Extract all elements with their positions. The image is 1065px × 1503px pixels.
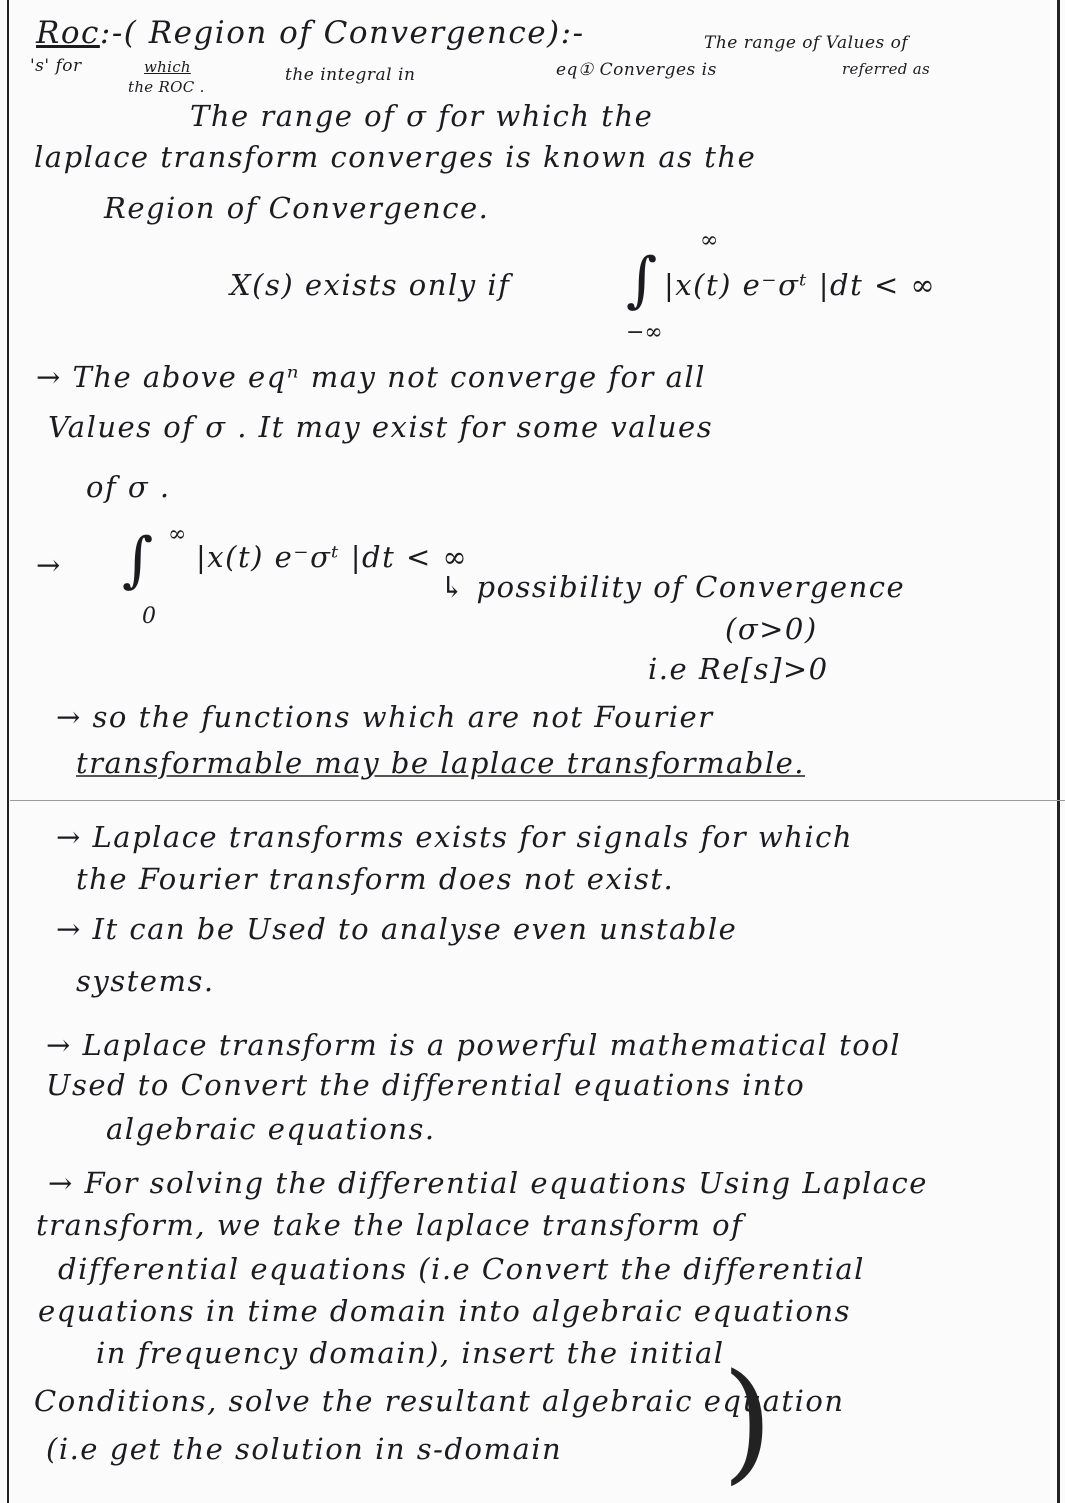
note1-line-2: Values of σ . It may exist for some values	[48, 410, 714, 444]
definition-part1: The range of Values of	[704, 33, 909, 53]
point-line-13: Conditions, solve the resultant algebraic equation	[34, 1384, 845, 1418]
integral-1-upper-limit: ∞	[700, 228, 719, 253]
point-line-4: systems.	[76, 964, 215, 998]
left-margin-line	[7, 0, 9, 1503]
the-roc-note: the ROC .	[128, 78, 205, 96]
point-line-10: differential equations (i.e Convert the differential	[58, 1252, 865, 1286]
integral-1-integrand: |x(t) e⁻σᵗ |dt < ∞	[664, 268, 937, 302]
roc-title: :-( Region of Convergence):-	[99, 15, 585, 51]
point-line-11: equations in time domain into algebraic equations	[38, 1294, 851, 1328]
note2-line-2: transformable may be laplace transformable.	[76, 746, 806, 780]
closing-parenthesis: )	[722, 1345, 773, 1497]
existence-text: X(s) exists only if	[230, 268, 511, 302]
possibility-of-convergence: ↳ possibility of Convergence	[440, 570, 906, 604]
note2-line-1: → so the functions which are not Fourier	[56, 700, 714, 734]
point-line-12: in frequency domain), insert the initial	[96, 1336, 725, 1370]
definition-line-2: laplace transform converges is known as the	[34, 140, 757, 174]
definition-line-1: The range of σ for which the	[190, 99, 654, 133]
point-line-7: algebraic equations.	[106, 1112, 436, 1146]
equation-note: eq① Converges is	[556, 60, 717, 80]
roc-abbrev: Roc	[36, 15, 100, 51]
point-line-6: Used to Convert the differential equations into	[46, 1068, 806, 1102]
integral-symbol-1: ∫	[626, 245, 658, 315]
definition-part1-tail: 's' for	[30, 56, 82, 76]
right-margin-line	[1057, 0, 1060, 1503]
integral-2-arrow: →	[36, 548, 62, 582]
definition-line-3: Region of Convergence.	[104, 191, 490, 225]
integral-2-lower-limit: 0	[142, 604, 156, 629]
integral-2-upper-limit: ∞	[168, 522, 187, 547]
point-line-3: → It can be Used to analyse even unstable	[56, 912, 738, 946]
roc-heading	[36, 15, 585, 51]
which-note: which	[144, 58, 191, 76]
definition-part2: the integral in	[285, 65, 416, 85]
point-line-9: transform, we take the laplace transform of	[36, 1208, 744, 1242]
note1-line-3: of σ .	[86, 470, 171, 504]
point-line-5: → Laplace transform is a powerful mathematical tool	[46, 1028, 901, 1062]
referred-note: referred as	[842, 60, 931, 78]
note1-line-1: → The above eqⁿ may not converge for all	[36, 360, 706, 394]
point-line-14: (i.e get the solution in s-domain	[46, 1432, 563, 1466]
integral-symbol-2: ∫	[122, 525, 154, 595]
re-s-condition: i.e Re[s]>0	[648, 652, 829, 686]
convergence-condition: (σ>0)	[725, 612, 818, 646]
point-line-8: → For solving the differential equations Using Laplace	[48, 1166, 928, 1200]
point-line-2: the Fourier transform does not exist.	[76, 862, 675, 896]
point-line-1: → Laplace transforms exists for signals for which	[56, 820, 854, 854]
integral-2-integrand: |x(t) e⁻σᵗ |dt < ∞	[196, 540, 469, 574]
section-divider	[10, 800, 1065, 801]
integral-1-lower-limit: −∞	[626, 320, 663, 345]
